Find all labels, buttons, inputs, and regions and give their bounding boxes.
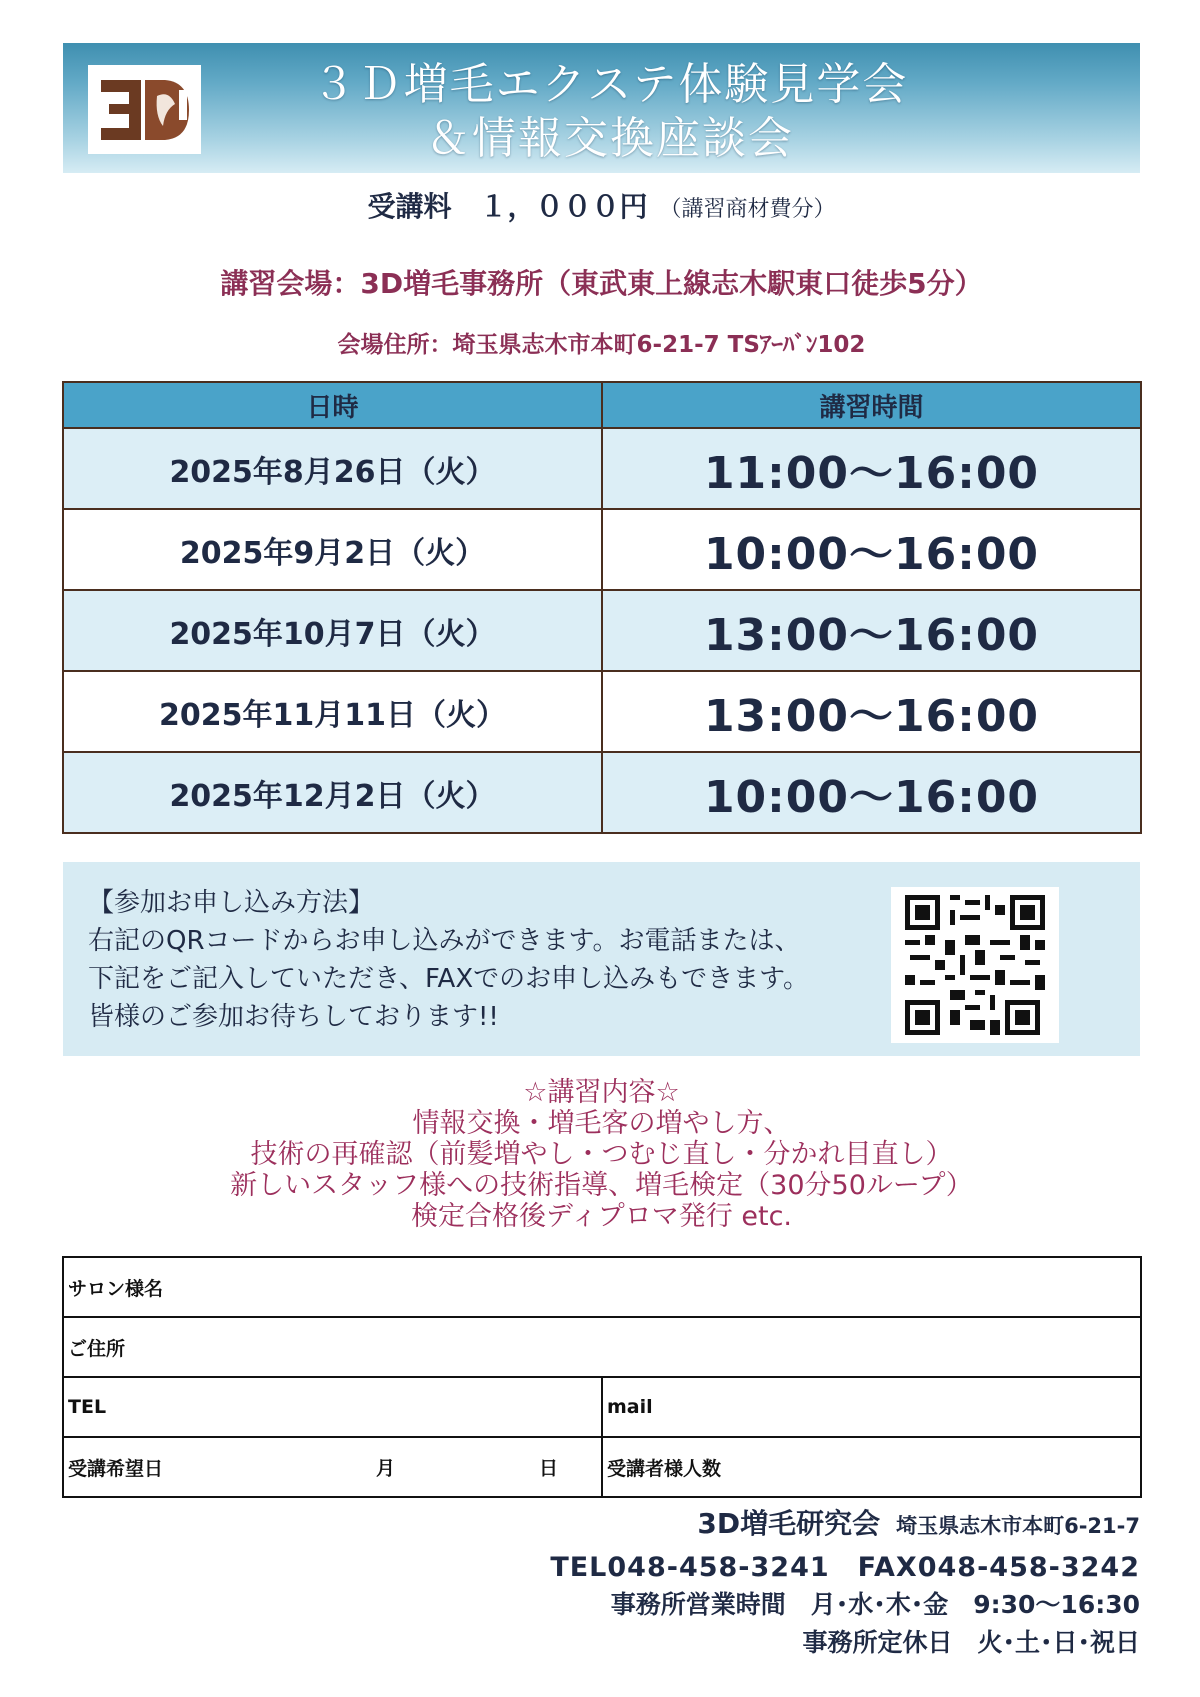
tel-fax: TEL048-458-3241 FAX048-458-3242 <box>550 1552 1140 1583</box>
qr-code-graphic <box>905 895 1045 1035</box>
header-date: 日時 <box>63 382 602 428</box>
content-heading: ☆講習内容☆ <box>523 1077 680 1108</box>
mail-label: mail <box>607 1396 653 1418</box>
apply-line-1: 右記のQRコードからお申し込みができます。お電話または、 <box>88 926 801 956</box>
logo-icon <box>95 70 195 150</box>
apply-instructions <box>88 884 868 1036</box>
course-content <box>63 1077 1140 1232</box>
fee-label: 受講料 １，０００円 <box>367 190 648 223</box>
schedule-date: 2025年11月11日（火） <box>63 671 602 752</box>
apply-line-2: 下記をご記入していただき、FAXでのお申し込みもできます。 <box>88 964 810 994</box>
wish-date-label: 受講希望日 <box>68 1457 164 1480</box>
org-name: 3D増毛研究会 <box>697 1507 881 1540</box>
apply-line-3: 皆様のご参加お待ちしております!! <box>88 1002 499 1032</box>
content-line-2: 技術の再確認（前髪増やし・つむじ直し・分かれ目直し） <box>250 1139 953 1170</box>
office-closed-days: 事務所定休日 火･土･日･祝日 <box>802 1628 1140 1657</box>
day-label: 日 <box>539 1457 559 1480</box>
schedule-table <box>62 381 1142 834</box>
schedule-row <box>63 428 1141 509</box>
attendees-label: 受講者様人数 <box>607 1457 722 1480</box>
schedule-date: 2025年12月2日（火） <box>63 752 602 833</box>
venue-line: 講習会場：3D増毛事務所（東武東上線志木駅東口徒歩5分） <box>220 267 983 300</box>
schedule-row <box>63 590 1141 671</box>
page-title <box>200 58 1020 166</box>
schedule-date: 2025年8月26日（火） <box>63 428 602 509</box>
schedule-date: 2025年10月7日（火） <box>63 590 602 671</box>
venue-address: 会場住所：埼玉県志木市本町6-21-7 TSｱｰﾊﾞﾝ102 <box>337 332 866 358</box>
content-line-3: 新しいスタッフ様への技術指導、増毛検定（30分50ループ） <box>230 1170 973 1201</box>
mail-field[interactable] <box>602 1377 1141 1437</box>
schedule-row <box>63 752 1141 833</box>
schedule-time: 10:00～16:00 <box>602 752 1141 833</box>
fee-line <box>63 185 1140 225</box>
schedule-date: 2025年9月2日（火） <box>63 509 602 590</box>
fee-note: （講習商材費分） <box>659 197 836 222</box>
salon-name-label: サロン様名 <box>68 1277 164 1300</box>
schedule-header-row <box>63 382 1141 428</box>
wish-date-field[interactable] <box>63 1437 602 1497</box>
content-line-1: 情報交換・増毛客の増やし方、 <box>412 1108 791 1139</box>
content-line-4: 検定合格後ディプロマ発行 etc. <box>410 1201 793 1232</box>
schedule-time: 13:00～16:00 <box>602 671 1141 752</box>
address-label: ご住所 <box>68 1337 126 1360</box>
schedule-row <box>63 671 1141 752</box>
schedule-time: 13:00～16:00 <box>602 590 1141 671</box>
address-field[interactable] <box>63 1317 1141 1377</box>
schedule-time: 11:00～16:00 <box>602 428 1141 509</box>
attendees-field[interactable] <box>602 1437 1141 1497</box>
apply-heading: 【参加お申し込み方法】 <box>88 888 375 918</box>
header-time: 講習時間 <box>602 382 1141 428</box>
month-label: 月 <box>376 1457 396 1480</box>
qr-code-icon[interactable] <box>891 887 1059 1043</box>
title-line-2: ＆情報交換座談会 <box>426 113 794 164</box>
schedule-row <box>63 509 1141 590</box>
tel-field[interactable] <box>63 1377 602 1437</box>
tel-label: TEL <box>68 1396 107 1418</box>
organizer <box>697 1502 1140 1542</box>
office-hours: 事務所営業時間 月･水･木･金 9:30～16:30 <box>610 1590 1140 1619</box>
org-address: 埼玉県志木市本町6-21-7 <box>896 1514 1140 1538</box>
title-line-1: ３Ｄ増毛エクステ体験見学会 <box>311 59 909 110</box>
schedule-time: 10:00～16:00 <box>602 509 1141 590</box>
application-form <box>62 1256 1142 1498</box>
salon-name-field[interactable] <box>63 1257 1141 1317</box>
3d-zomou-logo <box>88 65 201 154</box>
